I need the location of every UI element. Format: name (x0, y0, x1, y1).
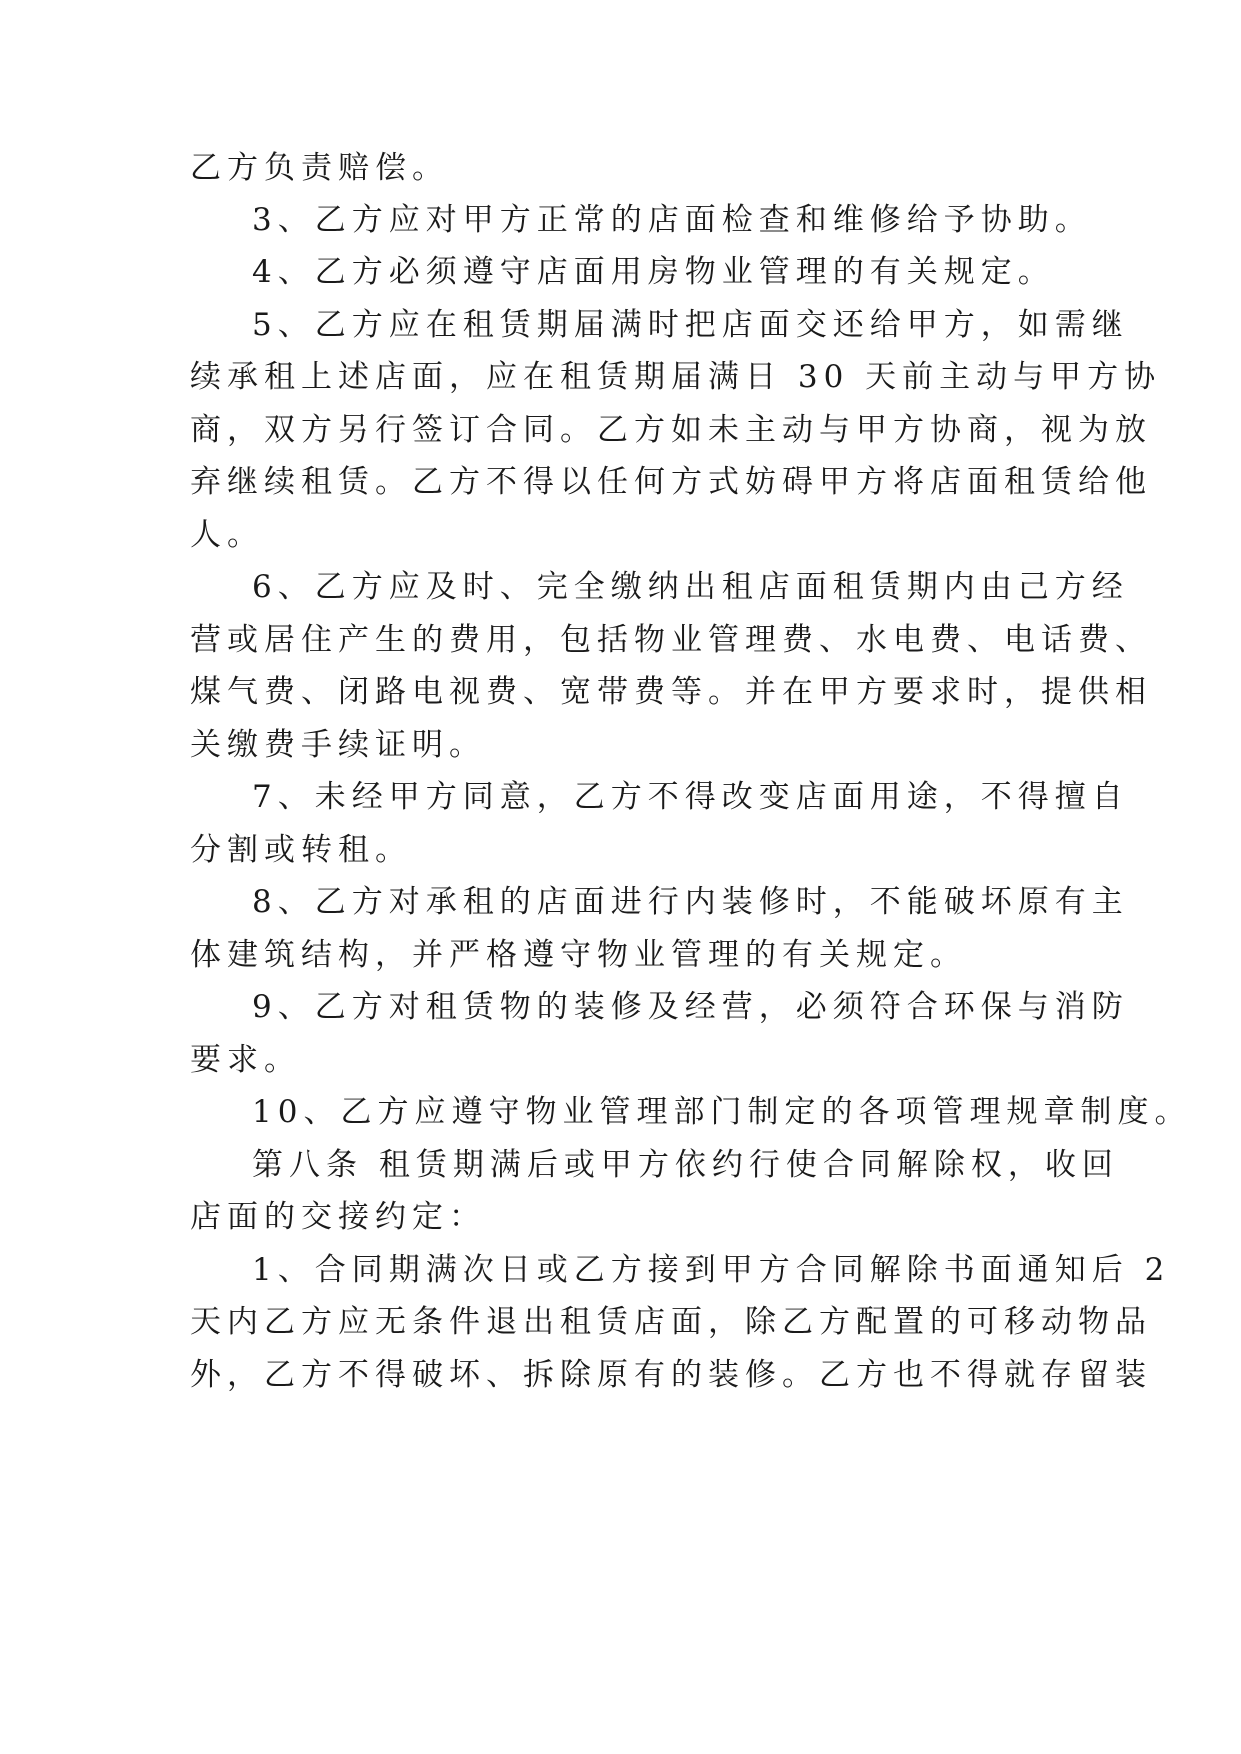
text-line: 1、合同期满次日或乙方接到甲方合同解除书面通知后 2 (252, 1252, 1171, 1288)
text-line: 续承租上述店面，应在租赁期届满日 30 天前主动与甲方协 (190, 359, 1162, 395)
text-line: 4、乙方必须遵守店面用房物业管理的有关规定。 (252, 254, 1055, 290)
text-line: 店面的交接约定： (190, 1199, 486, 1235)
text-line: 体建筑结构，并严格遵守物业管理的有关规定。 (190, 937, 967, 973)
text-line: 分割或转租。 (190, 832, 412, 868)
text-line: 要求。 (190, 1042, 301, 1078)
text-line: 5、乙方应在租赁期届满时把店面交还给甲方，如需继 (252, 307, 1129, 343)
section-heading: 第八条 租赁期满后或甲方依约行使合同解除权，收回 (252, 1147, 1119, 1183)
text-line: 6、乙方应及时、完全缴纳出租店面租赁期内由己方经 (252, 569, 1129, 605)
text-line: 10、乙方应遵守物业管理部门制定的各项管理规章制度。 (252, 1094, 1192, 1130)
text-line: 人。 (190, 517, 264, 553)
text-line: 弃继续租赁。乙方不得以任何方式妨碍甲方将店面租赁给他 (190, 464, 1152, 500)
text-line: 8、乙方对承租的店面进行内装修时，不能破坏原有主 (252, 884, 1129, 920)
text-line: 营或居住产生的费用，包括物业管理费、水电费、电话费、 (190, 622, 1152, 658)
text-line: 7、未经甲方同意，乙方不得改变店面用途，不得擅自 (252, 779, 1129, 815)
text-line: 9、乙方对租赁物的装修及经营，必须符合环保与消防 (252, 989, 1129, 1025)
text-line: 商，双方另行签订合同。乙方如未主动与甲方协商，视为放 (190, 412, 1152, 448)
text-line: 关缴费手续证明。 (190, 727, 486, 763)
text-line: 天内乙方应无条件退出租赁店面，除乙方配置的可移动物品 (190, 1304, 1152, 1340)
text-line: 外，乙方不得破坏、拆除原有的装修。乙方也不得就存留装 (190, 1357, 1152, 1393)
text-line: 3、乙方应对甲方正常的店面检查和维修给予协助。 (252, 202, 1092, 238)
text-line: 煤气费、闭路电视费、宽带费等。并在甲方要求时，提供相 (190, 674, 1152, 710)
text-line: 乙方负责赔偿。 (190, 150, 449, 186)
